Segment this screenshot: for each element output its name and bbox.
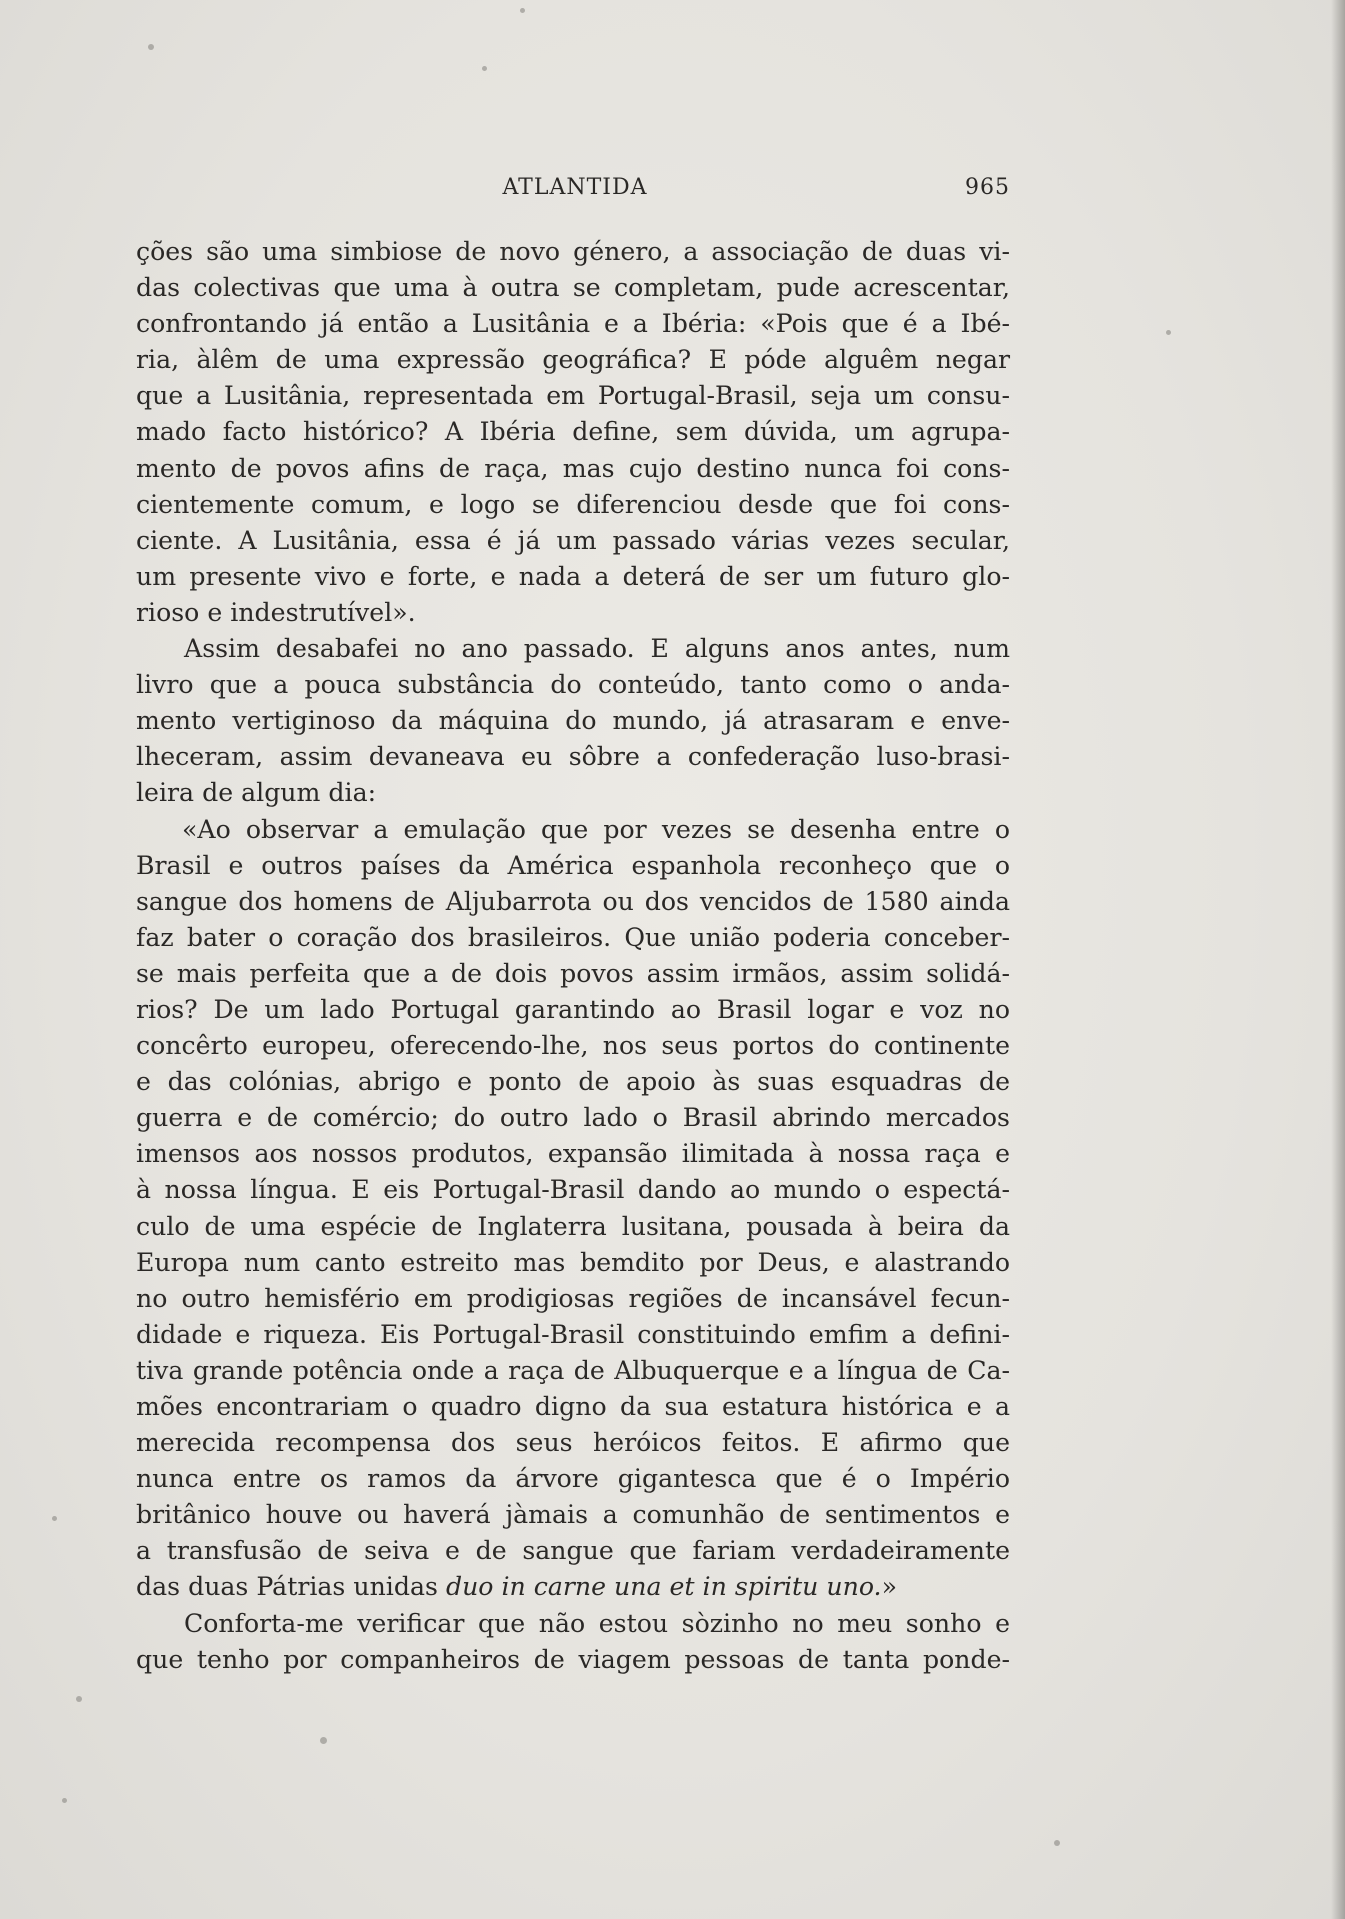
text-line: Conforta-me verificar que não estou sòzinho no meu sonho e [184,1608,1010,1638]
closing-quote: » [881,1572,897,1602]
text-line: mões encontrariam o quadro digno da sua estatura histórica e a [136,1392,1010,1421]
text-line: mado facto histórico? A Ibéria define, sem dúvida, um agrupa- [136,417,1010,447]
text-line: lheceram, assim devaneava eu sôbre a confederação luso-brasi- [136,742,1010,772]
text-line-start: das duas Pátrias unidas [136,1572,438,1602]
text-line: guerra e de comércio; do outro lado o Brasil abrindo mercados [136,1103,1010,1133]
text-line: Assim desabafei no ano passado. E alguns anos antes, num [184,634,1010,664]
text-line: sangue dos homens de Aljubarrota ou dos vencidos de 1580 ainda [136,886,1010,916]
text-line: e das colónias, abrigo e ponto de apoio às suas esquadras de [136,1067,1010,1097]
text-line: a transfusão de seiva e de sangue que fariam verdadeiramente [136,1536,1010,1566]
text-line: mento de povos afins de raça, mas cujo destino nunca foi cons- [136,453,1010,483]
text-line: livro que a pouca substância do conteúdo, tanto como o anda- [136,670,1010,700]
paper-speck [1166,330,1171,335]
text-line: leira de algum dia: [136,778,377,808]
text-line: se mais perfeita que a de dois povos assim irmãos, assim solidá- [136,958,1010,988]
text-line: merecida recompensa dos seus heróicos feitos. E afirmo que [136,1428,1010,1458]
text-line: um presente vivo e forte, e nada a deterá de ser um futuro glo- [136,561,1010,591]
paper-speck [520,8,525,13]
text-line: «Ao observar a emulação que por vezes se desenha entre o [182,814,1010,844]
text-line: didade e riqueza. Eis Portugal-Brasil constituindo emfim a defini- [136,1319,1010,1349]
text-line: concêrto europeu, oferecendo-lhe, nos seus portos do continente [136,1031,1010,1061]
page-edge-shadow [1331,0,1345,1919]
text-line: rioso e indestrutível». [136,597,416,627]
text-line: imensos aos nossos produtos, expansão ilimitada à nossa raça e [136,1139,1010,1169]
text-line: tiva grande potência onde a raça de Albuquerque e a língua de Ca- [136,1355,1010,1385]
paper-speck [76,1696,82,1702]
paper-speck [482,66,487,71]
running-header [140,175,1010,205]
text-line: ria, àlêm de uma expressão geográfica? E póde alguêm negar [136,345,1010,375]
paper-speck [62,1798,67,1803]
page-number: 965 [965,175,1010,200]
paper-speck [320,1737,327,1744]
paper-speck [148,44,154,50]
text-line: que tenho por companheiros de viagem pessoas de tanta ponde- [136,1644,1010,1674]
text-line: confrontando já então a Lusitânia e a Ibéria: «Pois que é a Ibé- [136,309,1010,339]
text-line: que a Lusitânia, representada em Portugal-Brasil, seja um consu- [136,381,1010,411]
running-title: ATLANTIDA [502,175,648,200]
text-line: ções são uma simbiose de novo género, a associação de duas vi- [136,237,1010,266]
text-line: rios? De um lado Portugal garantindo ao Brasil logar e voz no [136,994,1010,1024]
body-text [136,234,1010,1678]
text-line: faz bater o coração dos brasileiros. Que união poderia conceber- [136,922,1010,952]
paper-speck [52,1516,57,1521]
text-line: das colectivas que uma à outra se completam, pude acrescentar, [136,273,1010,303]
text-line: Brasil e outros países da América espanhola reconheço que o [136,850,1010,880]
text-line: culo de uma espécie de Inglaterra lusitana, pousada à beira da [136,1211,1010,1241]
paper-speck [1054,1840,1060,1846]
text-line: ciente. A Lusitânia, essa é já um passado várias vezes secular, [136,525,1010,555]
text-line: cientemente comum, e logo se diferenciou desde que foi cons- [136,489,1010,519]
text-line: Europa num canto estreito mas bemdito por Deus, e alastrando [136,1247,1010,1277]
text-line: no outro hemisfério em prodigiosas regiões de incansável fecun- [136,1283,1010,1313]
latin-phrase: duo in carne una et in spiritu uno. [445,1572,882,1602]
text-line: à nossa língua. E eis Portugal-Brasil dando ao mundo o espectá- [136,1175,1010,1205]
text-line: mento vertiginoso da máquina do mundo, já atrasaram e enve- [136,706,1010,736]
text-line: nunca entre os ramos da árvore gigantesca que é o Império [136,1464,1010,1494]
text-line: britânico houve ou haverá jàmais a comunhão de sentimentos e [136,1500,1010,1530]
text-line-with-latin [136,1569,1010,1605]
